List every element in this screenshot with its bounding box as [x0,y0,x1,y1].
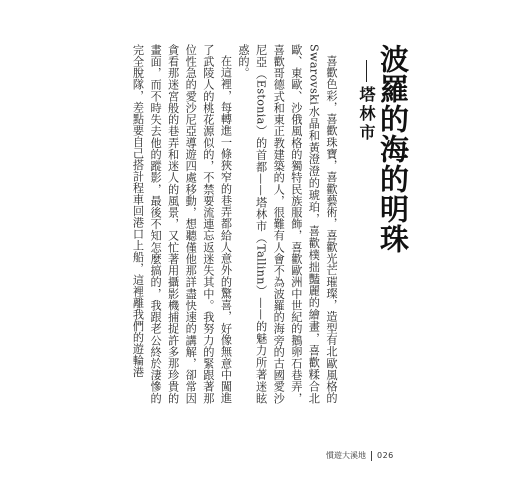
chapter-subtitle: 塔林市 [357,86,376,143]
chapter-subtitle-block [356,60,376,143]
footer-section-title: 慣遊大溪地 [326,451,366,460]
chapter-title: 波羅的海的明珠 [376,44,410,254]
body-paragraph-1: 喜歡色彩，喜歡珠寶，喜歡藝術，喜歡光芒璀璨，造型有北歐風格的Swarovski水晶和黃澄澄的琥珀，喜歡樸拙豔麗的繪畫，喜歡糅合北歐、東歐、沙俄風格的獨特民族服飾，喜歡歐洲中世紀的鵝卵石巷弄，喜歡哥德式和東正教建築的人，很難有人會不為波羅的海旁的古國愛沙尼亞（Estonia）的首都——塔林市（Tallinn）——的魅力所著迷眩惑的。 [237,44,338,404]
page-footer [326,450,394,461]
body-paragraph-2: 在這裡，每轉進一條狹窄的巷弄都給人意外的驚喜，好像無意中闖進了武陵人的桃花源似的，不禁要流連忘返迷失其中。我努力的緊跟著那位性急的愛沙尼亞導遊四處移動，想聽僅他那詳盡快速的講解，卻常因貪看那迷宮般的巷弄和迷人的風景，又忙著用攝影機捕捉許多那珍貴的畫面，而不時失去他的蹤影，最後不知怎麼搞的，我跟老公終於淒慘的完全脫隊，差點要自己搭計程車回港口上船，這裡離我們的遊輪港 [131,44,233,404]
chapter-title-block [356,44,420,274]
body-text [129,44,340,404]
page-number: 026 [377,451,394,460]
subtitle-dash [366,60,367,82]
footer-divider [371,451,372,461]
